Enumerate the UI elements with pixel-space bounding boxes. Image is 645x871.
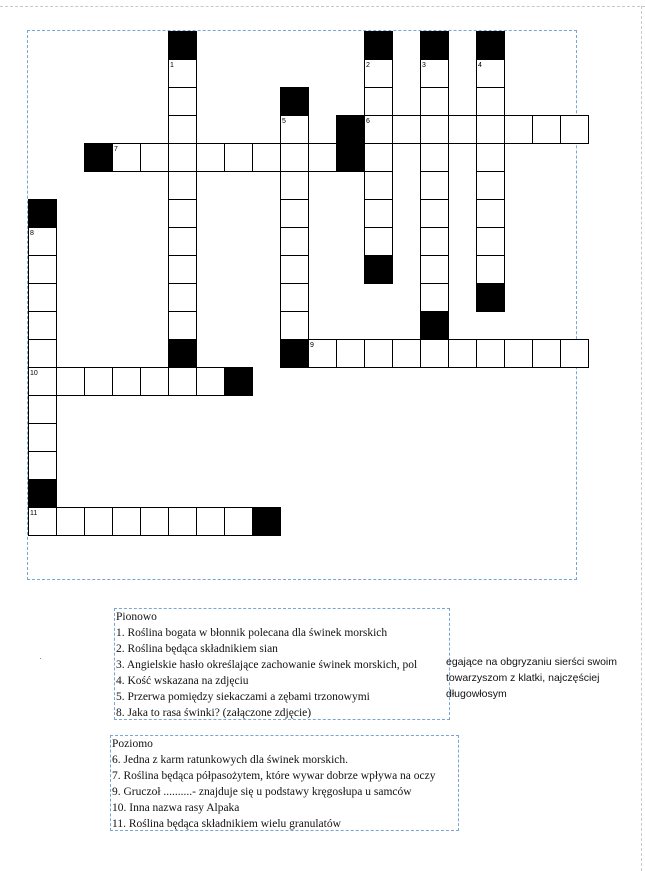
crossword-black-square <box>84 143 113 172</box>
clue-number: 5 <box>282 118 286 125</box>
crossword-black-square <box>420 311 449 340</box>
crossword-cell[interactable] <box>168 171 197 200</box>
crossword-cell[interactable] <box>336 339 365 368</box>
overflow-line: długowłosym <box>446 688 507 700</box>
down-clue: 3. Angielskie hasło określające zachowanie świnek morskich, pol <box>116 659 418 671</box>
crossword-cell[interactable] <box>420 255 449 284</box>
crossword-cell[interactable] <box>364 227 393 256</box>
clue-number: 3 <box>422 62 426 69</box>
down-clues-title: Pionowo <box>116 611 157 623</box>
crossword-cell[interactable] <box>252 143 281 172</box>
crossword-cell[interactable] <box>28 339 57 368</box>
clue-number: 4 <box>478 62 482 69</box>
crossword-cell[interactable] <box>420 339 449 368</box>
crossword-cell[interactable] <box>196 143 225 172</box>
stray-dot <box>40 658 41 659</box>
clue-number: 6 <box>366 118 370 125</box>
down-clues <box>116 609 417 721</box>
crossword-cell[interactable] <box>448 115 477 144</box>
crossword-cell[interactable] <box>112 507 141 536</box>
crossword-cell[interactable] <box>28 311 57 340</box>
crossword-cell[interactable] <box>420 115 449 144</box>
crossword-cell[interactable] <box>476 171 505 200</box>
crossword-black-square <box>280 87 309 116</box>
down-clue: 2. Roślina będąca składnikiem sian <box>116 643 278 655</box>
crossword-cell[interactable] <box>448 339 477 368</box>
crossword-cell[interactable] <box>308 143 337 172</box>
crossword-cell[interactable] <box>420 87 449 116</box>
crossword-cell[interactable] <box>28 395 57 424</box>
crossword-black-square <box>476 31 505 60</box>
crossword-cell[interactable] <box>364 199 393 228</box>
crossword-cell[interactable] <box>364 171 393 200</box>
page-edge-top <box>0 6 645 7</box>
crossword-cell[interactable] <box>28 423 57 452</box>
crossword-cell[interactable] <box>420 199 449 228</box>
crossword-cell[interactable] <box>28 451 57 480</box>
across-clue: 7. Roślina będąca półpasożytem, które wywar dobrze wpływa na oczy <box>112 770 436 782</box>
crossword-cell[interactable] <box>504 339 533 368</box>
overflow-line: egające na obgryzaniu sierści swoim <box>446 656 617 668</box>
crossword-cell[interactable] <box>196 367 225 396</box>
crossword-cell[interactable] <box>532 115 561 144</box>
crossword-cell[interactable] <box>28 255 57 284</box>
crossword-cell[interactable] <box>56 367 85 396</box>
crossword-cell[interactable] <box>364 87 393 116</box>
crossword-black-square <box>28 479 57 508</box>
page-edge-right <box>641 6 642 871</box>
across-clue: 11. Roślina będąca składnikiem wielu granulatów <box>112 818 341 830</box>
crossword-cell[interactable] <box>196 507 225 536</box>
crossword-cell[interactable] <box>476 255 505 284</box>
down-clue: 4. Kość wskazana na zdjęciu <box>116 675 249 687</box>
crossword-cell[interactable] <box>420 171 449 200</box>
crossword-cell[interactable] <box>280 311 309 340</box>
crossword-cell[interactable] <box>476 143 505 172</box>
crossword-cell[interactable] <box>168 199 197 228</box>
crossword-black-square <box>476 283 505 312</box>
crossword-cell[interactable] <box>168 255 197 284</box>
across-clue: 6. Jedna z karm ratunkowych dla świnek morskich. <box>112 754 349 766</box>
crossword-cell[interactable] <box>84 367 113 396</box>
crossword-cell[interactable] <box>280 283 309 312</box>
clue-number: 11 <box>30 510 38 517</box>
crossword-cell[interactable] <box>560 115 589 144</box>
crossword-cell[interactable] <box>168 507 197 536</box>
crossword-cell[interactable] <box>476 115 505 144</box>
across-clues-title: Poziomo <box>112 738 153 750</box>
crossword-cell[interactable] <box>280 171 309 200</box>
crossword-cell[interactable] <box>476 339 505 368</box>
crossword-cell[interactable] <box>56 507 85 536</box>
crossword-cell[interactable] <box>168 87 197 116</box>
crossword-black-square <box>28 199 57 228</box>
crossword-cell[interactable] <box>140 143 169 172</box>
crossword-black-square <box>168 31 197 60</box>
clue-number: 2 <box>366 62 370 69</box>
clue-number: 9 <box>310 342 314 349</box>
crossword-cell[interactable] <box>280 255 309 284</box>
crossword-cell[interactable] <box>140 507 169 536</box>
crossword-black-square <box>336 115 365 144</box>
crossword-black-square <box>280 339 309 368</box>
crossword-cell[interactable] <box>392 339 421 368</box>
crossword-cell[interactable] <box>168 367 197 396</box>
crossword-cell[interactable] <box>420 283 449 312</box>
crossword-cell[interactable] <box>224 143 253 172</box>
clue-number: 1 <box>170 62 174 69</box>
crossword-black-square <box>364 31 393 60</box>
down-clue-overflow <box>446 654 617 702</box>
crossword-cell[interactable] <box>364 339 393 368</box>
crossword-cell[interactable] <box>140 367 169 396</box>
crossword-cell[interactable] <box>84 507 113 536</box>
down-clue: 5. Przerwa pomiędzy siekaczami a zębami trzonowymi <box>116 691 370 703</box>
down-clue: 8. Jaka to rasa świnki? (załączone zdjęcie) <box>116 707 312 719</box>
crossword-cell[interactable] <box>392 115 421 144</box>
clue-number: 10 <box>30 370 38 377</box>
crossword-cell[interactable] <box>28 283 57 312</box>
clue-number: 8 <box>30 230 34 237</box>
crossword-cell[interactable] <box>168 115 197 144</box>
crossword-black-square <box>336 143 365 172</box>
crossword-cell[interactable] <box>476 227 505 256</box>
crossword-cell[interactable] <box>504 115 533 144</box>
crossword-black-square <box>168 339 197 368</box>
crossword-black-square <box>420 31 449 60</box>
crossword-cell[interactable] <box>476 87 505 116</box>
crossword-cell[interactable] <box>168 227 197 256</box>
crossword-cell[interactable] <box>224 507 253 536</box>
across-clue: 9. Gruczoł ..........- znajduje się u podstawy kręgosłupa u samców <box>112 786 412 798</box>
crossword-cell[interactable] <box>168 143 197 172</box>
crossword-cell[interactable] <box>420 227 449 256</box>
crossword-cell[interactable] <box>168 283 197 312</box>
crossword-cell[interactable] <box>364 143 393 172</box>
crossword-black-square <box>252 507 281 536</box>
crossword-cell[interactable] <box>420 143 449 172</box>
crossword-cell[interactable] <box>280 199 309 228</box>
crossword-cell[interactable] <box>168 311 197 340</box>
crossword-cell[interactable] <box>280 227 309 256</box>
overflow-line: towarzyszom z klatki, najczęściej <box>446 672 600 684</box>
crossword-cell[interactable] <box>280 143 309 172</box>
across-clue: 10. Inna nazwa rasy Alpaka <box>112 802 240 814</box>
crossword-cell[interactable] <box>560 339 589 368</box>
crossword-cell[interactable] <box>532 339 561 368</box>
down-clue: 1. Roślina bogata w błonnik polecana dla świnek morskich <box>116 627 388 639</box>
across-clues <box>112 736 436 832</box>
clue-number: 7 <box>114 146 118 153</box>
crossword-black-square <box>364 255 393 284</box>
crossword-cell[interactable] <box>476 199 505 228</box>
crossword-black-square <box>224 367 253 396</box>
crossword-cell[interactable] <box>112 367 141 396</box>
